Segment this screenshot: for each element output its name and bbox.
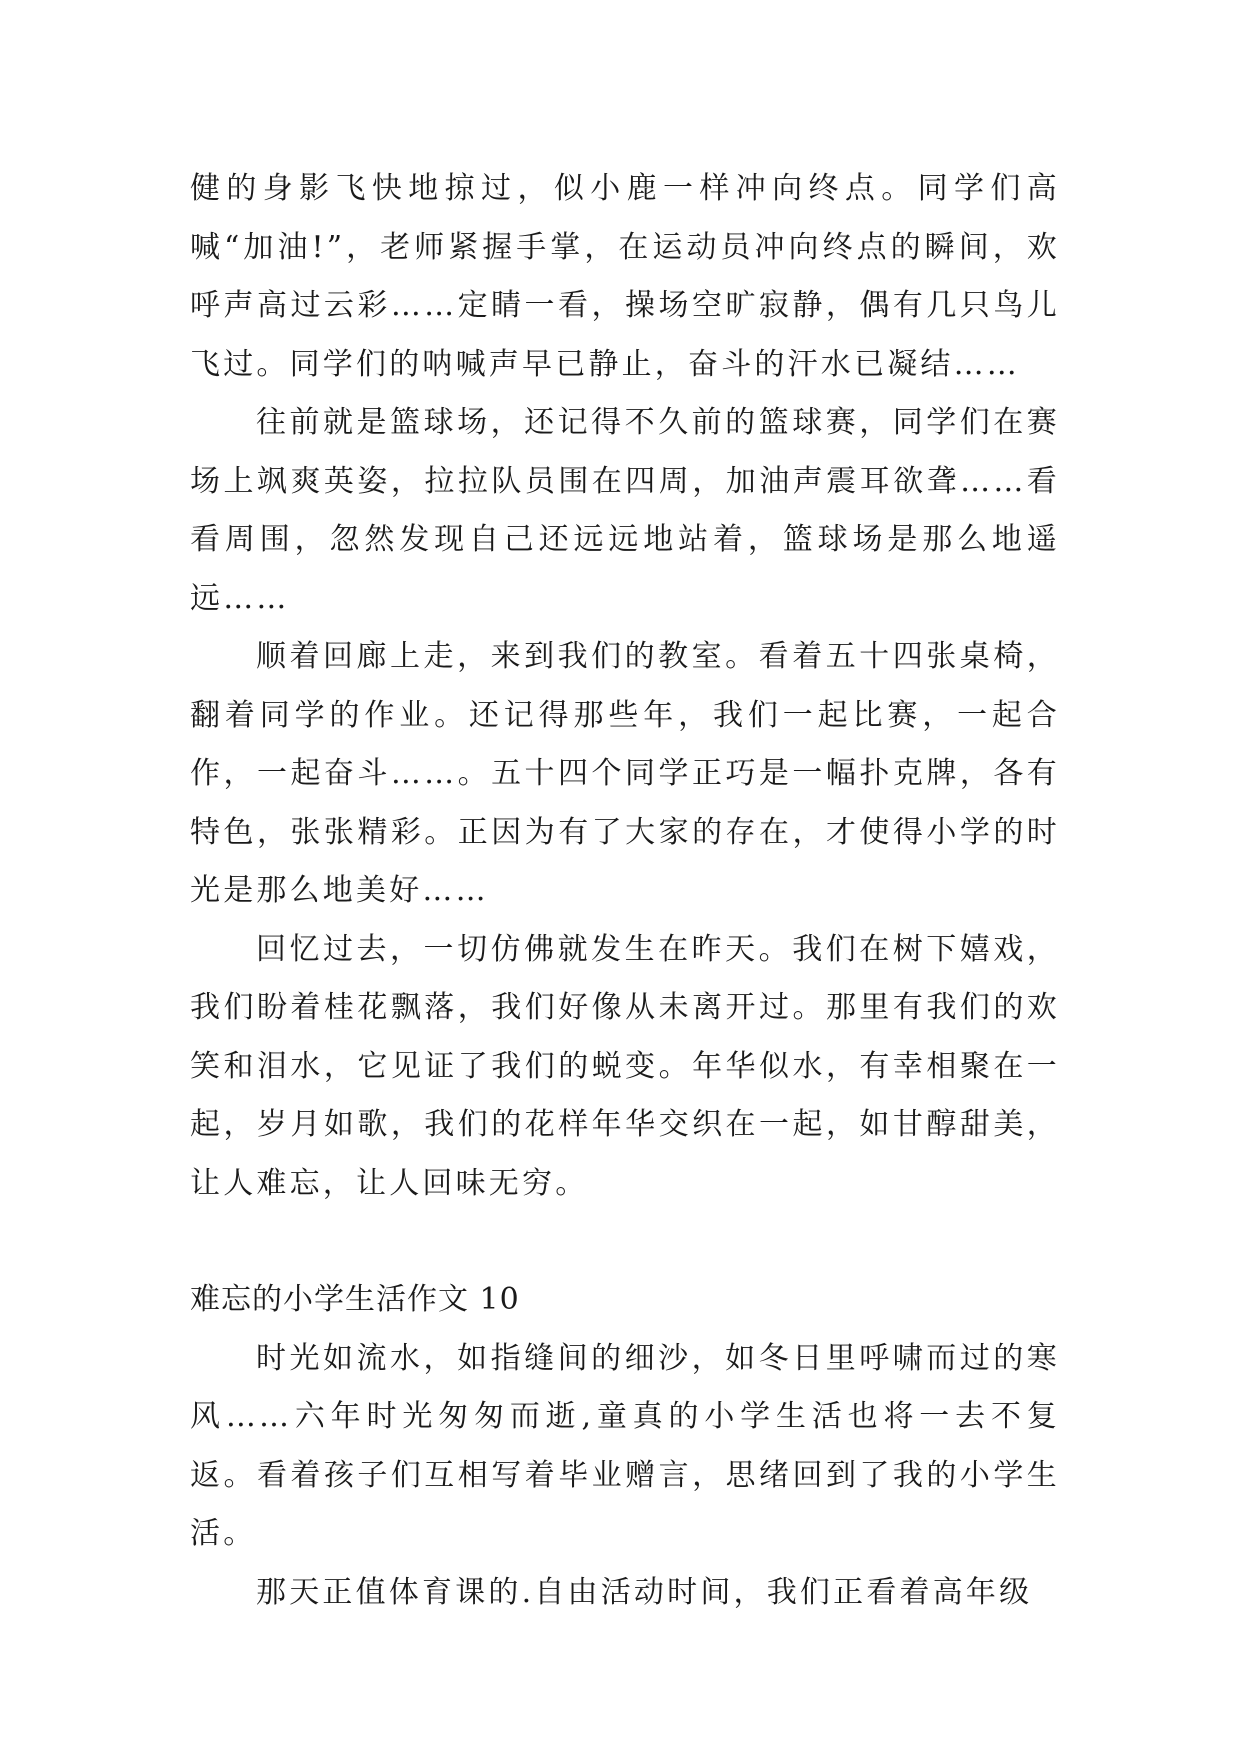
paragraph-pe-class: 那天正值体育课的.自由活动时间，我们正看着高年级 <box>256 1574 1033 1610</box>
paragraph-continued: 健的身影飞快地掠过，似小鹿一样冲向终点。同学们高喊“加油!”，老师紧握手掌，在运动员冲向终点的瞬间，欢呼声高过云彩……定睛一看，操场空旷寂静，偶有几只鸟儿飞过。同学们的呐喊声早已静止，奋斗的汗水已凝结…… <box>190 171 1060 382</box>
paragraph-memories: 回忆过去，一切仿佛就发生在昨天。我们在树下嬉戏，我们盼着桂花飘落，我们好像从未离开过。那里有我们的欢笑和泪水，它见证了我们的蜕变。年华似水，有幸相聚在一起，岁月如歌，我们的花样年华交织在一起，如甘醇甜美，让人难忘，让人回味无穷。 <box>190 931 1060 1201</box>
document-page <box>190 160 1060 1622</box>
paragraph-basketball-court: 往前就是篮球场，还记得不久前的篮球赛，同学们在赛场上飒爽英姿，拉拉队员围在四周，加油声震耳欲聋……看看周围，忽然发现自己还远远地站着，篮球场是那么地遥远…… <box>190 405 1060 616</box>
paragraph-classroom: 顺着回廊上走，来到我们的教室。看着五十四张桌椅，翻着同学的作业。还记得那些年，我们一起比赛，一起合作，一起奋斗……。五十四个同学正巧是一幅扑克牌，各有特色，张张精彩。正因为有了大家的存在，才使得小学的时光是那么地美好…… <box>190 639 1060 908</box>
section-title: 难忘的小学生活作文 10 <box>190 1282 520 1317</box>
paragraph-time-flows: 时光如流水，如指缝间的细沙，如冬日里呼啸而过的寒风……六年时光匆匆而逝,童真的小学生活也将一去不复返。看着孩子们互相写着毕业赠言，思绪回到了我的小学生活。 <box>190 1340 1060 1551</box>
